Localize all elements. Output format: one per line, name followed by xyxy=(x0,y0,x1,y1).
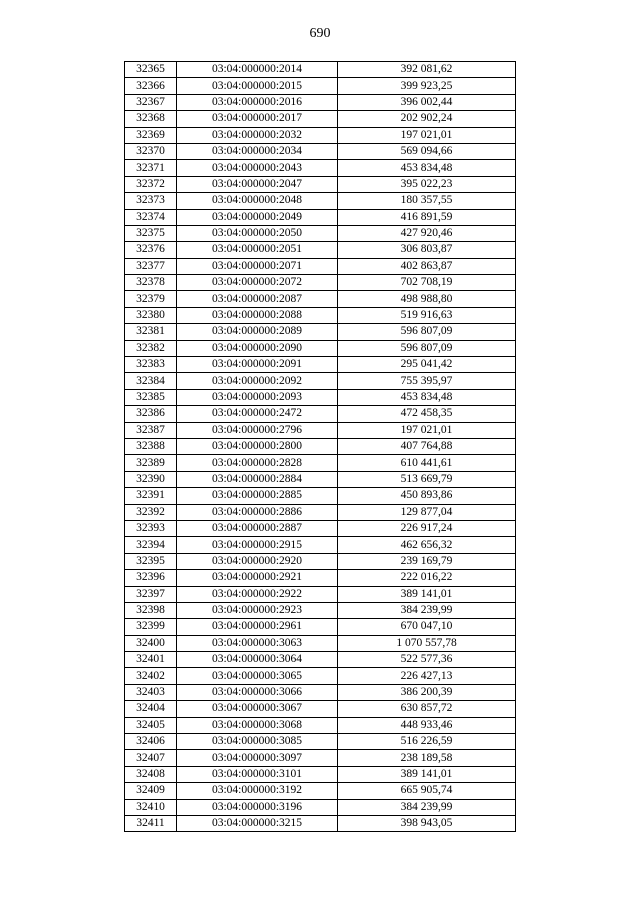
row-number-cell: 32367 xyxy=(125,94,177,110)
table-row xyxy=(125,275,516,291)
cadastral-number-cell: 03:04:000000:2093 xyxy=(177,389,338,405)
row-number-cell: 32378 xyxy=(125,275,177,291)
cadastral-value-cell: 392 081,62 xyxy=(338,62,516,78)
cadastral-value-cell: 453 834,48 xyxy=(338,160,516,176)
cadastral-value-cell: 386 200,39 xyxy=(338,684,516,700)
cadastral-number-cell: 03:04:000000:3196 xyxy=(177,799,338,815)
table-row xyxy=(125,488,516,504)
row-number-cell: 32387 xyxy=(125,422,177,438)
table-row xyxy=(125,602,516,618)
cadastral-number-cell: 03:04:000000:2800 xyxy=(177,438,338,454)
cadastral-value-cell: 569 094,66 xyxy=(338,143,516,159)
cadastral-number-cell: 03:04:000000:2089 xyxy=(177,324,338,340)
table-row xyxy=(125,127,516,143)
cadastral-number-cell: 03:04:000000:2034 xyxy=(177,143,338,159)
cadastral-number-cell: 03:04:000000:2043 xyxy=(177,160,338,176)
cadastral-value-cell: 610 441,61 xyxy=(338,455,516,471)
cadastral-number-cell: 03:04:000000:2885 xyxy=(177,488,338,504)
row-number-cell: 32383 xyxy=(125,357,177,373)
table-row xyxy=(125,225,516,241)
cadastral-number-cell: 03:04:000000:2087 xyxy=(177,291,338,307)
cadastral-number-cell: 03:04:000000:2092 xyxy=(177,373,338,389)
row-number-cell: 32395 xyxy=(125,553,177,569)
table-row xyxy=(125,619,516,635)
row-number-cell: 32382 xyxy=(125,340,177,356)
table-row xyxy=(125,422,516,438)
table-row xyxy=(125,143,516,159)
row-number-cell: 32390 xyxy=(125,471,177,487)
cadastral-value-cell: 222 016,22 xyxy=(338,570,516,586)
row-number-cell: 32401 xyxy=(125,652,177,668)
table-row xyxy=(125,717,516,733)
cadastral-number-cell: 03:04:000000:2014 xyxy=(177,62,338,78)
cadastral-number-cell: 03:04:000000:2088 xyxy=(177,307,338,323)
cadastral-number-cell: 03:04:000000:2016 xyxy=(177,94,338,110)
table-row xyxy=(125,455,516,471)
row-number-cell: 32386 xyxy=(125,406,177,422)
cadastral-number-cell: 03:04:000000:3215 xyxy=(177,815,338,831)
row-number-cell: 32406 xyxy=(125,734,177,750)
row-number-cell: 32370 xyxy=(125,143,177,159)
cadastral-number-cell: 03:04:000000:2032 xyxy=(177,127,338,143)
cadastral-value-cell: 384 239,99 xyxy=(338,799,516,815)
cadastral-number-cell: 03:04:000000:2922 xyxy=(177,586,338,602)
cadastral-number-cell: 03:04:000000:2886 xyxy=(177,504,338,520)
table-row xyxy=(125,389,516,405)
cadastral-value-cell: 389 141,01 xyxy=(338,586,516,602)
row-number-cell: 32381 xyxy=(125,324,177,340)
row-number-cell: 32405 xyxy=(125,717,177,733)
row-number-cell: 32408 xyxy=(125,766,177,782)
row-number-cell: 32392 xyxy=(125,504,177,520)
table-row xyxy=(125,520,516,536)
cadastral-value-cell: 389 141,01 xyxy=(338,766,516,782)
cadastral-value-cell: 180 357,55 xyxy=(338,193,516,209)
row-number-cell: 32400 xyxy=(125,635,177,651)
table-row xyxy=(125,111,516,127)
table-row xyxy=(125,373,516,389)
cadastral-value-cell: 129 877,04 xyxy=(338,504,516,520)
table-row xyxy=(125,160,516,176)
cadastral-number-cell: 03:04:000000:2049 xyxy=(177,209,338,225)
table-row xyxy=(125,78,516,94)
cadastral-value-cell: 462 656,32 xyxy=(338,537,516,553)
table-row xyxy=(125,242,516,258)
cadastral-number-cell: 03:04:000000:2472 xyxy=(177,406,338,422)
cadastral-value-cell: 630 857,72 xyxy=(338,701,516,717)
cadastral-value-cell: 453 834,48 xyxy=(338,389,516,405)
row-number-cell: 32373 xyxy=(125,193,177,209)
cadastral-number-cell: 03:04:000000:2921 xyxy=(177,570,338,586)
cadastral-value-cell: 416 891,59 xyxy=(338,209,516,225)
cadastral-value-cell: 448 933,46 xyxy=(338,717,516,733)
cadastral-number-cell: 03:04:000000:2961 xyxy=(177,619,338,635)
cadastral-value-cell: 226 427,13 xyxy=(338,668,516,684)
cadastral-number-cell: 03:04:000000:2915 xyxy=(177,537,338,553)
cadastral-value-cell: 384 239,99 xyxy=(338,602,516,618)
table-row xyxy=(125,307,516,323)
cadastral-value-cell: 402 863,87 xyxy=(338,258,516,274)
cadastral-value-table xyxy=(124,61,516,832)
cadastral-number-cell: 03:04:000000:3085 xyxy=(177,734,338,750)
cadastral-value-cell: 239 169,79 xyxy=(338,553,516,569)
cadastral-value-cell: 202 902,24 xyxy=(338,111,516,127)
cadastral-value-cell: 702 708,19 xyxy=(338,275,516,291)
row-number-cell: 32368 xyxy=(125,111,177,127)
cadastral-number-cell: 03:04:000000:3063 xyxy=(177,635,338,651)
cadastral-number-cell: 03:04:000000:2091 xyxy=(177,357,338,373)
table-row xyxy=(125,537,516,553)
row-number-cell: 32399 xyxy=(125,619,177,635)
row-number-cell: 32377 xyxy=(125,258,177,274)
row-number-cell: 32394 xyxy=(125,537,177,553)
table-row xyxy=(125,668,516,684)
row-number-cell: 32402 xyxy=(125,668,177,684)
cadastral-value-cell: 596 807,09 xyxy=(338,340,516,356)
row-number-cell: 32403 xyxy=(125,684,177,700)
row-number-cell: 32369 xyxy=(125,127,177,143)
row-number-cell: 32409 xyxy=(125,783,177,799)
row-number-cell: 32365 xyxy=(125,62,177,78)
row-number-cell: 32404 xyxy=(125,701,177,717)
cadastral-value-cell: 450 893,86 xyxy=(338,488,516,504)
row-number-cell: 32410 xyxy=(125,799,177,815)
table-row xyxy=(125,750,516,766)
table-row xyxy=(125,504,516,520)
cadastral-number-cell: 03:04:000000:3192 xyxy=(177,783,338,799)
row-number-cell: 32396 xyxy=(125,570,177,586)
table-row xyxy=(125,258,516,274)
cadastral-value-cell: 519 916,63 xyxy=(338,307,516,323)
table-row xyxy=(125,438,516,454)
cadastral-value-cell: 407 764,88 xyxy=(338,438,516,454)
table-row xyxy=(125,324,516,340)
table-row xyxy=(125,94,516,110)
table-row xyxy=(125,340,516,356)
row-number-cell: 32371 xyxy=(125,160,177,176)
row-number-cell: 32398 xyxy=(125,602,177,618)
row-number-cell: 32385 xyxy=(125,389,177,405)
row-number-cell: 32366 xyxy=(125,78,177,94)
row-number-cell: 32374 xyxy=(125,209,177,225)
cadastral-number-cell: 03:04:000000:2047 xyxy=(177,176,338,192)
cadastral-value-cell: 396 002,44 xyxy=(338,94,516,110)
cadastral-value-cell: 513 669,79 xyxy=(338,471,516,487)
cadastral-value-cell: 226 917,24 xyxy=(338,520,516,536)
cadastral-number-cell: 03:04:000000:2072 xyxy=(177,275,338,291)
cadastral-value-cell: 306 803,87 xyxy=(338,242,516,258)
row-number-cell: 32391 xyxy=(125,488,177,504)
cadastral-number-cell: 03:04:000000:2090 xyxy=(177,340,338,356)
row-number-cell: 32380 xyxy=(125,307,177,323)
table-row xyxy=(125,291,516,307)
cadastral-value-cell: 427 920,46 xyxy=(338,225,516,241)
cadastral-number-cell: 03:04:000000:2015 xyxy=(177,78,338,94)
cadastral-value-cell: 498 988,80 xyxy=(338,291,516,307)
row-number-cell: 32388 xyxy=(125,438,177,454)
cadastral-number-cell: 03:04:000000:2828 xyxy=(177,455,338,471)
cadastral-number-cell: 03:04:000000:2796 xyxy=(177,422,338,438)
table-row xyxy=(125,652,516,668)
table-row xyxy=(125,635,516,651)
page-number: 690 xyxy=(309,26,331,41)
row-number-cell: 32384 xyxy=(125,373,177,389)
cadastral-number-cell: 03:04:000000:2048 xyxy=(177,193,338,209)
table-row xyxy=(125,357,516,373)
cadastral-number-cell: 03:04:000000:2071 xyxy=(177,258,338,274)
cadastral-value-cell: 197 021,01 xyxy=(338,422,516,438)
cadastral-value-cell: 472 458,35 xyxy=(338,406,516,422)
table-row xyxy=(125,553,516,569)
table-body xyxy=(125,62,516,832)
cadastral-value-cell: 670 047,10 xyxy=(338,619,516,635)
table-row xyxy=(125,783,516,799)
cadastral-value-cell: 395 022,23 xyxy=(338,176,516,192)
cadastral-number-cell: 03:04:000000:2884 xyxy=(177,471,338,487)
cadastral-value-cell: 399 923,25 xyxy=(338,78,516,94)
row-number-cell: 32372 xyxy=(125,176,177,192)
table-row xyxy=(125,209,516,225)
row-number-cell: 32393 xyxy=(125,520,177,536)
cadastral-value-cell: 197 021,01 xyxy=(338,127,516,143)
cadastral-value-cell: 295 041,42 xyxy=(338,357,516,373)
row-number-cell: 32389 xyxy=(125,455,177,471)
cadastral-number-cell: 03:04:000000:3097 xyxy=(177,750,338,766)
cadastral-number-cell: 03:04:000000:2920 xyxy=(177,553,338,569)
cadastral-value-cell: 596 807,09 xyxy=(338,324,516,340)
row-number-cell: 32379 xyxy=(125,291,177,307)
table-row xyxy=(125,701,516,717)
table-row xyxy=(125,176,516,192)
row-number-cell: 32411 xyxy=(125,815,177,831)
table-row xyxy=(125,193,516,209)
cadastral-number-cell: 03:04:000000:3065 xyxy=(177,668,338,684)
table-row xyxy=(125,684,516,700)
table-row xyxy=(125,471,516,487)
cadastral-value-cell: 516 226,59 xyxy=(338,734,516,750)
cadastral-value-cell: 1 070 557,78 xyxy=(338,635,516,651)
cadastral-number-cell: 03:04:000000:2050 xyxy=(177,225,338,241)
cadastral-value-cell: 522 577,36 xyxy=(338,652,516,668)
table-row xyxy=(125,734,516,750)
table-row xyxy=(125,62,516,78)
cadastral-number-cell: 03:04:000000:3064 xyxy=(177,652,338,668)
cadastral-value-cell: 238 189,58 xyxy=(338,750,516,766)
row-number-cell: 32407 xyxy=(125,750,177,766)
row-number-cell: 32375 xyxy=(125,225,177,241)
table-row xyxy=(125,586,516,602)
table-row xyxy=(125,766,516,782)
cadastral-value-cell: 665 905,74 xyxy=(338,783,516,799)
table-row xyxy=(125,799,516,815)
row-number-cell: 32376 xyxy=(125,242,177,258)
table-row xyxy=(125,406,516,422)
cadastral-number-cell: 03:04:000000:2051 xyxy=(177,242,338,258)
cadastral-number-cell: 03:04:000000:3067 xyxy=(177,701,338,717)
table-row xyxy=(125,815,516,831)
cadastral-value-cell: 398 943,05 xyxy=(338,815,516,831)
cadastral-number-cell: 03:04:000000:3068 xyxy=(177,717,338,733)
cadastral-number-cell: 03:04:000000:3066 xyxy=(177,684,338,700)
cadastral-number-cell: 03:04:000000:2887 xyxy=(177,520,338,536)
cadastral-number-cell: 03:04:000000:2017 xyxy=(177,111,338,127)
table-row xyxy=(125,570,516,586)
cadastral-number-cell: 03:04:000000:2923 xyxy=(177,602,338,618)
row-number-cell: 32397 xyxy=(125,586,177,602)
cadastral-value-cell: 755 395,97 xyxy=(338,373,516,389)
cadastral-number-cell: 03:04:000000:3101 xyxy=(177,766,338,782)
